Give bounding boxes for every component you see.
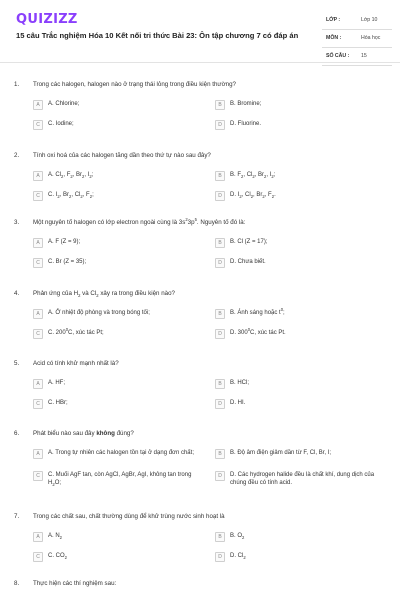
option-d[interactable] <box>215 552 385 562</box>
option-letter-badge: C <box>33 399 43 409</box>
question-text: Acid có tính khử mạnh nhất là? <box>33 360 119 367</box>
option-text: B. HCl; <box>230 380 250 386</box>
option-a[interactable] <box>33 379 203 389</box>
option-text: C. HBr; <box>48 400 68 406</box>
option-letter-badge: A <box>33 309 43 319</box>
option-c[interactable] <box>33 191 203 201</box>
option-text: B. Cl (Z = 17); <box>230 239 268 245</box>
option-text: A. $Cl_2$, $F_2$, $Br_2$, $I_2$; <box>48 172 94 180</box>
option-letter-badge: D <box>215 552 225 562</box>
option-text: B. Ánh sáng hoặc $t^0$; <box>230 307 285 316</box>
question-number: 6. <box>14 430 20 437</box>
question-number: 1. <box>14 81 20 88</box>
option-d[interactable] <box>215 471 385 486</box>
option-text: D. Chưa biết. <box>230 259 266 265</box>
option-letter-badge: A <box>33 532 43 542</box>
question-number: 7. <box>14 513 20 520</box>
option-text: A. Trong tự nhiên các halogen tồn tại ở dạng đơn chất; <box>48 450 194 456</box>
option-c[interactable] <box>33 329 203 339</box>
option-letter-badge: B <box>215 238 225 248</box>
option-text: A. Chlorine; <box>48 101 80 107</box>
option-letter-badge: A <box>33 171 43 181</box>
question-number: 5. <box>14 360 20 367</box>
option-letter-badge: D <box>215 471 225 481</box>
option-text: D. $Cl_2$ <box>230 553 246 561</box>
option-c[interactable] <box>33 399 203 409</box>
option-letter-badge: B <box>215 449 225 459</box>
option-text: A. HF; <box>48 380 66 386</box>
worksheet-title: 15 câu Trắc nghiệm Hóa 10 Kết nối tri thức Bài 23: Ôn tập chương 7 có đáp án <box>16 31 299 40</box>
quizizz-logo: QUIZIZZ <box>16 12 78 27</box>
meta-table <box>322 12 392 66</box>
option-letter-badge: B <box>215 171 225 181</box>
option-text: C. $200^0C$, xúc tác Pt; <box>48 327 104 336</box>
option-text: C. Iodine; <box>48 121 74 127</box>
option-text: B. $F_2$, $Cl_2$, $Br_2$, $I_2$; <box>230 172 276 180</box>
option-c[interactable] <box>33 552 203 562</box>
option-b[interactable] <box>215 238 385 248</box>
meta-value: 15 <box>361 53 367 59</box>
option-text: C. Muối AgF tan, còn AgCl, AgBr, AgI, không tan trong $H_2O$; <box>48 472 192 488</box>
option-text: C. $CO_2$ <box>48 553 68 561</box>
question-text: Trong các chất sau, chất thường dùng để khử trùng nước sinh hoạt là <box>33 513 225 520</box>
option-letter-badge: D <box>215 191 225 201</box>
option-letter-badge: A <box>33 449 43 459</box>
option-d[interactable] <box>215 329 385 339</box>
option-letter-badge: A <box>33 100 43 110</box>
question-number: 4. <box>14 290 20 297</box>
option-d[interactable] <box>215 120 385 130</box>
option-letter-badge: D <box>215 329 225 339</box>
option-text: C. Br (Z = 35); <box>48 259 87 265</box>
option-text: D. $300^0C$, xúc tác Pt. <box>230 327 286 336</box>
option-letter-badge: C <box>33 120 43 130</box>
option-b[interactable] <box>215 532 385 542</box>
option-text: B. Độ âm điện giảm dần từ F, Cl, Br, I; <box>230 450 332 456</box>
option-text: B. $O_2$ <box>230 533 245 541</box>
question-text: Một nguyên tố halogen có lớp electron ngoài cùng là $3s^23p^5$. Nguyên tố đó là: <box>33 216 246 226</box>
header-divider <box>0 62 400 63</box>
option-text: B. Bromine; <box>230 101 262 107</box>
option-letter-badge: B <box>215 532 225 542</box>
question-number: 2. <box>14 152 20 159</box>
option-letter-badge: D <box>215 258 225 268</box>
question-text: Phát biểu nào sau đây không đúng? <box>33 430 134 437</box>
option-c[interactable] <box>33 120 203 130</box>
option-letter-badge: D <box>215 399 225 409</box>
option-a[interactable] <box>33 309 203 319</box>
meta-label: LỚP : <box>326 17 341 23</box>
question-text: Trong các halogen, halogen nào ở trạng thái lỏng trong điều kiện thường? <box>33 81 236 88</box>
option-a[interactable] <box>33 171 203 181</box>
option-letter-badge: C <box>33 329 43 339</box>
option-b[interactable] <box>215 100 385 110</box>
option-c[interactable] <box>33 471 203 488</box>
option-letter-badge: C <box>33 191 43 201</box>
option-b[interactable] <box>215 309 385 319</box>
option-letter-badge: C <box>33 471 43 481</box>
option-text: A. F (Z = 9); <box>48 239 81 245</box>
option-text: D. HI. <box>230 400 246 406</box>
option-c[interactable] <box>33 258 203 268</box>
option-a[interactable] <box>33 449 203 459</box>
option-letter-badge: D <box>215 120 225 130</box>
option-text: A. Ở nhiệt độ phòng và trong bóng tối; <box>48 310 150 316</box>
meta-value: Lớp 10 <box>361 17 378 23</box>
option-letter-badge: B <box>215 379 225 389</box>
meta-value: Hóa học <box>361 35 381 41</box>
option-letter-badge: C <box>33 258 43 268</box>
question-text: Thực hiện các thí nghiệm sau: <box>33 580 117 587</box>
option-a[interactable] <box>33 238 203 248</box>
option-letter-badge: A <box>33 238 43 248</box>
question-text: Tính oxi hoá của các halogen tăng dần theo thứ tự nào sau đây? <box>33 152 211 159</box>
option-d[interactable] <box>215 191 385 201</box>
option-text: C. $I_2$, $Br_2$, $Cl_2$, $F_2$; <box>48 192 94 200</box>
question-text: Phản ứng của $H_2$ và $Cl_2$ xảy ra trong điều kiện nào? <box>33 290 175 299</box>
option-letter-badge: B <box>215 100 225 110</box>
question-number: 8. <box>14 580 20 587</box>
option-text: D. $I_2$, $Cl_2$, $Br_2$, $F_2$. <box>230 192 276 200</box>
question-number: 3. <box>14 219 20 226</box>
option-b[interactable] <box>215 379 385 389</box>
meta-row-grade <box>322 12 392 30</box>
option-b[interactable] <box>215 449 385 459</box>
option-letter-badge: C <box>33 552 43 562</box>
option-text: D. Các hydrogen halide đều là chất khí, dung dịch của chúng đều có tính acid. <box>230 472 375 486</box>
option-d[interactable] <box>215 399 385 409</box>
meta-label: MÔN : <box>326 35 342 41</box>
option-text: A. $N_2$ <box>48 533 63 541</box>
option-a[interactable] <box>33 532 203 542</box>
meta-row-question-count <box>322 48 392 66</box>
option-a[interactable] <box>33 100 203 110</box>
meta-row-subject <box>322 30 392 48</box>
option-letter-badge: A <box>33 379 43 389</box>
option-d[interactable] <box>215 258 385 268</box>
meta-label: SỐ CÂU : <box>326 53 350 59</box>
option-b[interactable] <box>215 171 385 181</box>
option-letter-badge: B <box>215 309 225 319</box>
option-text: D. Fluorine. <box>230 121 262 127</box>
